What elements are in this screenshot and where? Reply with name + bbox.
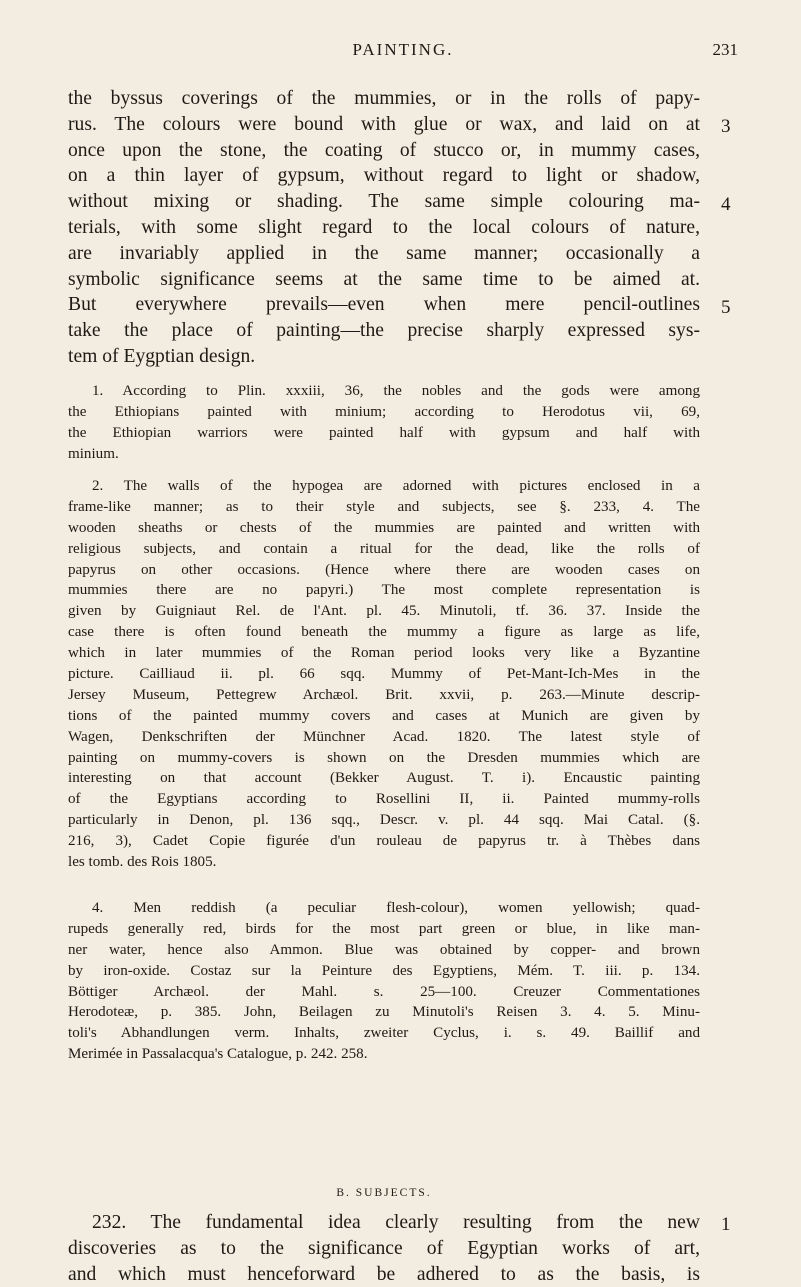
text-line: without mixing or shading. The same simple colouring ma- [68, 191, 700, 213]
note-line: 4. Men reddish (a peculiar flesh-colour), women yellowish; quad- [92, 900, 700, 916]
note-line: 1. According to Plin. xxxiii, 36, the nobles and the gods were among [92, 383, 700, 399]
note-line: of the Egyptians according to Rosellini II, ii. Painted mummy-rolls [68, 791, 700, 808]
note-line: 216, 3), Cadet Copie figurée d'un rouleau de papyrus tr. à Thèbes dans [68, 833, 700, 850]
text-line: rus. The colours were bound with glue or wax, and laid on at [68, 113, 700, 135]
text-line: and which must henceforward be adhered to as the basis, is [68, 1263, 700, 1285]
margin-number: 1 [721, 1214, 731, 1235]
note-line: wooden sheaths or chests of the mummies are painted and written with [68, 519, 700, 536]
margin-number: 3 [721, 116, 731, 137]
text-line: terials, with some slight regard to the local colours of nature, [68, 216, 700, 238]
note-2 [68, 476, 758, 873]
section-heading: B. SUBJECTS. [336, 1187, 432, 1199]
note-line: given by Guigniaut Rel. de l'Ant. pl. 45. Minutoli, tf. 36. 37. Inside the [68, 603, 700, 620]
note-line: minium. [68, 445, 119, 462]
note-line: painting on mummy-covers is shown on the Dresden mummies which are [68, 749, 700, 766]
section-paragraph [68, 1210, 758, 1287]
running-head [68, 40, 738, 64]
note-line: toli's Abhandlungen verm. Inhalts, zweiter Cyclus, i. s. 49. Baillif and [68, 1025, 700, 1042]
text-line: once upon the stone, the coating of stucco or, in mummy cases, [68, 139, 700, 161]
main-paragraph [68, 86, 758, 370]
running-head-title: PAINTING. [352, 40, 454, 59]
margin-number: 4 [721, 194, 731, 215]
margin-number: 5 [721, 297, 731, 318]
note-line: mummies there are no papyri.) The most complete representation is [68, 582, 700, 599]
note-line: the Ethiopians painted with minium; according to Herodotus vii, 69, [68, 403, 700, 420]
note-line: religious subjects, and contain a ritual for the dead, like the rolls of [68, 540, 700, 557]
note-line: papyrus on other occasions. (Hence where there are wooden cases on [68, 561, 700, 578]
text-line: tem of Eygptian design. [68, 345, 256, 367]
note-line: Merimée in Passalacqua's Catalogue, p. 242. 258. [68, 1046, 368, 1063]
note-line: particularly in Denon, pl. 136 sqq., Descr. v. pl. 44 sqq. Mai Catal. (§. [68, 812, 700, 829]
note-line: tions of the painted mummy covers and cases at Munich are given by [68, 707, 700, 724]
note-line: Herodoteæ, p. 385. John, Beilagen zu Minutoli's Reisen 3. 4. 5. Minu- [68, 1004, 700, 1021]
text-line: take the place of painting—the precise sharply expressed sys- [68, 320, 700, 342]
note-line: ner water, hence also Ammon. Blue was obtained by copper- and brown [68, 941, 700, 958]
note-line: Wagen, Denkschriften der Münchner Acad. 1820. The latest style of [68, 728, 700, 745]
text-line: But everywhere prevails—even when mere pencil-outlines [68, 294, 700, 316]
note-line: interesting on that account (Bekker August. T. i). Encaustic painting [68, 770, 700, 787]
note-line: Jersey Museum, Pettegrew Archæol. Brit. xxvii, p. 263.—Minute descrip- [68, 686, 700, 703]
page-number: 231 [712, 40, 738, 59]
text-line: discoveries as to the significance of Egyptian works of art, [68, 1237, 700, 1259]
note-line: which in later mummies of the Roman period looks very like a Byzantine [68, 645, 700, 662]
note-line: Böttiger Archæol. der Mahl. s. 25—100. Creuzer Commentationes [68, 983, 700, 1000]
note-line: 2. The walls of the hypogea are adorned with pictures enclosed in a [92, 478, 700, 494]
note-1 [68, 381, 758, 465]
text-line: the byssus coverings of the mummies, or in the rolls of papy- [68, 88, 700, 109]
note-line: les tomb. des Rois 1805. [68, 854, 217, 871]
text-line: on a thin layer of gypsum, without regard to light or shadow, [68, 165, 700, 187]
note-4 [68, 898, 758, 1065]
note-line: case there is often found beneath the mummy a figure as large as life, [68, 624, 700, 641]
text-line: symbolic significance seems at the same time to be aimed at. [68, 268, 700, 290]
note-line: picture. Cailliaud ii. pl. 66 sqq. Mummy of Pet-Mant-Ich-Mes in the [68, 666, 700, 683]
note-line: by iron-oxide. Costaz sur la Peinture des Egyptiens, Mém. T. iii. p. 134. [68, 962, 700, 979]
note-line: the Ethiopian warriors were painted half with gypsum and half with [68, 424, 700, 441]
note-line: frame-like manner; as to their style and subjects, see §. 233, 4. The [68, 498, 700, 515]
text-line: 232. The fundamental idea clearly resulting from the new [92, 1212, 700, 1233]
note-line: rupeds generally red, birds for the most part green or blue, in like man- [68, 920, 700, 937]
text-line: are invariably applied in the same manner; occasionally a [68, 242, 700, 264]
